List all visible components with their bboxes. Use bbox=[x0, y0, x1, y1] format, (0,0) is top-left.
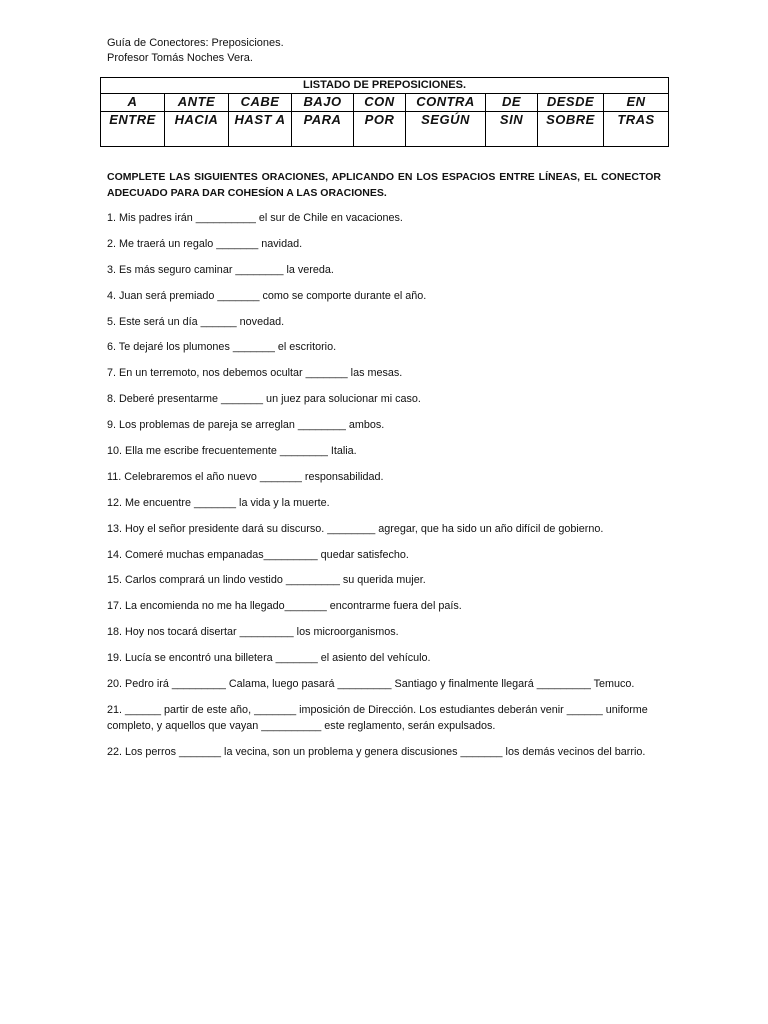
preposition-cell: CONTRA bbox=[406, 94, 486, 112]
preposition-cell: HACIA bbox=[165, 112, 229, 147]
question-item: 1. Mis padres irán __________ el sur de Chile en vacaciones. bbox=[107, 212, 403, 224]
preposition-cell: HAST A bbox=[229, 112, 292, 147]
question-item: 6. Te dejaré los plumones _______ el escritorio. bbox=[107, 341, 337, 354]
worksheet-title: Guía de Conectores: Preposiciones. bbox=[107, 37, 284, 49]
question-list bbox=[107, 210, 661, 770]
preposition-cell: SEGÚN bbox=[406, 112, 486, 147]
question-item: 17. La encomienda no me ha llegado_______ encontrarme fuera del país. bbox=[107, 600, 462, 613]
preposition-cell: ENTRE bbox=[101, 112, 165, 147]
question-item: 20. Pedro irá _________ Calama, luego pasará _________ Santiago y finalmente llegará _________ Temuco. bbox=[107, 678, 635, 691]
preposition-cell: CABE bbox=[229, 94, 292, 112]
prepositions-table bbox=[100, 77, 669, 147]
question-item: 22. Los perros _______ la vecina, son un problema y genera discusiones _______ los demás vecinos del barrio. bbox=[107, 745, 646, 758]
question-item: 14. Comeré muchas empanadas_________ quedar satisfecho. bbox=[107, 548, 409, 561]
preposition-cell: TRAS bbox=[604, 112, 669, 147]
table-row bbox=[101, 94, 669, 112]
table-row bbox=[101, 112, 669, 147]
preposition-cell: SOBRE bbox=[538, 112, 604, 147]
question-item: 18. Hoy nos tocará disertar _________ los microorganismos. bbox=[107, 626, 399, 639]
question-item: 10. Ella me escribe frecuentemente ________ Italia. bbox=[107, 445, 357, 458]
question-item: 5. Este será un día ______ novedad. bbox=[107, 315, 285, 328]
question-item: 7. En un terremoto, nos debemos ocultar _______ las mesas. bbox=[107, 367, 403, 380]
question-item: 11. Celebraremos el año nuevo _______ responsabilidad. bbox=[107, 470, 384, 483]
question-item: 9. Los problemas de pareja se arreglan ________ ambos. bbox=[107, 419, 385, 432]
question-item: 19. Lucía se encontró una billetera _______ el asiento del vehículo. bbox=[107, 652, 431, 665]
preposition-cell: SIN bbox=[486, 112, 538, 147]
preposition-cell: A bbox=[101, 94, 165, 112]
instructions: COMPLETE LAS SIGUIENTES ORACIONES, APLICANDO EN LOS ESPACIOS ENTRE LÍNEAS, EL CONECTOR ADECUADO PARA DAR COHESÍON A LAS ORACIONES. bbox=[107, 171, 661, 199]
question-item: 3. Es más seguro caminar ________ la vereda. bbox=[107, 263, 334, 276]
preposition-cell: DE bbox=[486, 94, 538, 112]
preposition-cell: EN bbox=[604, 94, 669, 112]
question-item: 15. Carlos comprará un lindo vestido _________ su querida mujer. bbox=[107, 574, 426, 587]
teacher-name: Profesor Tomás Noches Vera. bbox=[107, 52, 253, 64]
preposition-cell: CON bbox=[354, 94, 406, 112]
preposition-cell: ANTE bbox=[165, 94, 229, 112]
preposition-cell: DESDE bbox=[538, 94, 604, 112]
question-item: 2. Me traerá un regalo _______ navidad. bbox=[107, 237, 303, 250]
question-item: 4. Juan será premiado _______ como se comporte durante el año. bbox=[107, 289, 427, 302]
worksheet-header bbox=[107, 36, 284, 66]
preposition-cell: POR bbox=[354, 112, 406, 147]
question-item: 8. Deberé presentarme _______ un juez para solucionar mi caso. bbox=[107, 393, 421, 406]
question-item: 21. ______ partir de este año, _______ imposición de Dirección. Los estudiantes deberán venir ______ uniforme completo, y aquellos que vayan __________ este reglamento, serán expulsados. bbox=[107, 703, 648, 732]
preposition-cell: PARA bbox=[292, 112, 354, 147]
question-item: 12. Me encuentre _______ la vida y la muerte. bbox=[107, 496, 330, 509]
question-item: 13. Hoy el señor presidente dará su discurso. ________ agregar, que ha sido un año difícil de gobierno. bbox=[107, 522, 604, 535]
preposition-cell: BAJO bbox=[292, 94, 354, 112]
table-heading: LISTADO DE PREPOSICIONES. bbox=[101, 78, 669, 94]
